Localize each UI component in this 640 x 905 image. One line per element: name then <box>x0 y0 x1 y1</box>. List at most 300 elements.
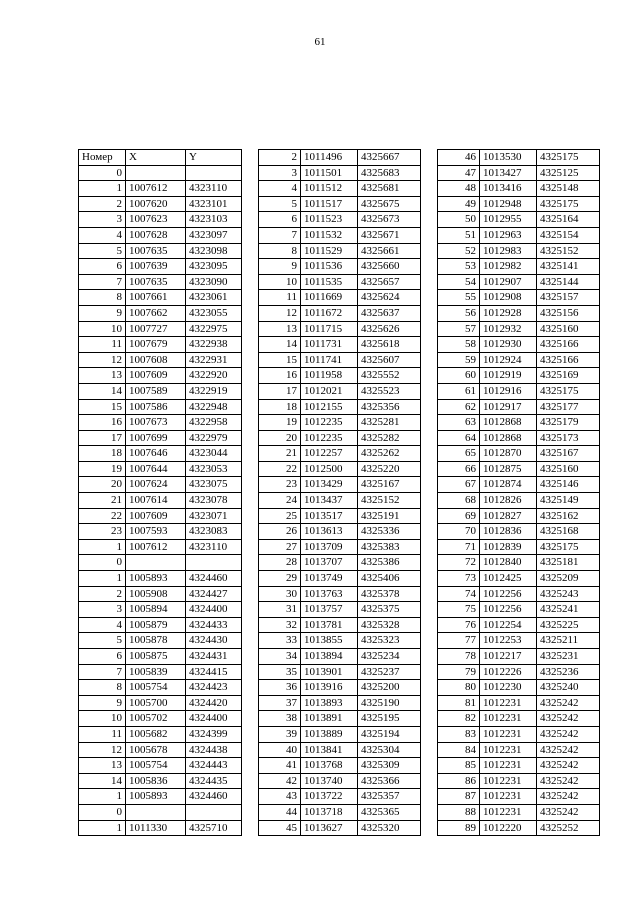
x-coordinate-cell: 1011958 <box>301 368 358 384</box>
y-coordinate-cell: 4323097 <box>186 227 242 243</box>
y-coordinate-cell: 4325366 <box>358 773 421 789</box>
x-coordinate-cell: 1013841 <box>301 742 358 758</box>
y-coordinate-cell: 4325167 <box>358 477 421 493</box>
table-row <box>259 773 421 789</box>
table-row <box>79 305 242 321</box>
point-number-cell: 1 <box>79 789 126 805</box>
x-coordinate-cell: 1013893 <box>301 695 358 711</box>
y-coordinate-cell: 4325242 <box>537 773 600 789</box>
point-number-cell: 65 <box>438 446 480 462</box>
point-number-cell: 47 <box>438 165 480 181</box>
table-row <box>259 789 421 805</box>
coordinates-table-middle <box>258 149 421 836</box>
table-row <box>259 305 421 321</box>
point-number-cell: 73 <box>438 571 480 587</box>
point-number-cell: 25 <box>259 508 301 524</box>
table-row <box>438 399 600 415</box>
y-coordinate-cell: 4325552 <box>358 368 421 384</box>
y-coordinate-cell: 4322938 <box>186 337 242 353</box>
y-coordinate-cell: 4325160 <box>537 461 600 477</box>
x-coordinate-cell: 1012231 <box>480 742 537 758</box>
point-number-cell: 30 <box>259 586 301 602</box>
y-coordinate-cell: 4325168 <box>537 524 600 540</box>
x-coordinate-cell: 1012839 <box>480 539 537 555</box>
x-coordinate-cell: 1005836 <box>126 773 186 789</box>
x-coordinate-cell: 1012963 <box>480 227 537 243</box>
x-coordinate-cell: 1012916 <box>480 383 537 399</box>
point-number-cell: 1 <box>79 820 126 836</box>
y-coordinate-cell: 4325262 <box>358 446 421 462</box>
point-number-cell: 20 <box>259 430 301 446</box>
table-row <box>438 352 600 368</box>
point-number-cell: 32 <box>259 617 301 633</box>
table-row <box>438 524 600 540</box>
point-number-cell: 36 <box>259 680 301 696</box>
y-coordinate-cell: 4325365 <box>358 804 421 820</box>
x-coordinate-cell: 1007624 <box>126 477 186 493</box>
x-coordinate-cell: 1012230 <box>480 680 537 696</box>
y-coordinate-cell: 4324430 <box>186 633 242 649</box>
point-number-cell: 59 <box>438 352 480 368</box>
table-row <box>438 711 600 727</box>
x-coordinate-cell: 1007699 <box>126 430 186 446</box>
y-coordinate-cell: 4325166 <box>537 352 600 368</box>
point-number-cell: 86 <box>438 773 480 789</box>
x-coordinate-cell: 1012235 <box>301 430 358 446</box>
point-number-cell: 22 <box>259 461 301 477</box>
y-coordinate-cell: 4325618 <box>358 337 421 353</box>
point-number-cell: 67 <box>438 477 480 493</box>
x-coordinate-cell: 1012220 <box>480 820 537 836</box>
x-coordinate-cell: 1012948 <box>480 196 537 212</box>
y-coordinate-cell: 4325200 <box>358 680 421 696</box>
table-row <box>259 461 421 477</box>
table-row <box>438 695 600 711</box>
x-coordinate-cell: 1012840 <box>480 555 537 571</box>
point-number-cell: 87 <box>438 789 480 805</box>
point-number-cell: 39 <box>259 726 301 742</box>
point-number-cell: 38 <box>259 711 301 727</box>
y-coordinate-cell: 4325626 <box>358 321 421 337</box>
point-number-cell: 60 <box>438 368 480 384</box>
table-row <box>438 383 600 399</box>
point-number-cell: 17 <box>79 430 126 446</box>
point-number-cell: 14 <box>79 773 126 789</box>
table-row <box>79 555 242 571</box>
x-coordinate-cell: 1005702 <box>126 711 186 727</box>
y-coordinate-cell: 4325637 <box>358 305 421 321</box>
table-row <box>79 227 242 243</box>
table-row <box>259 321 421 337</box>
point-number-cell: 63 <box>438 415 480 431</box>
y-coordinate-cell: 4324399 <box>186 726 242 742</box>
point-number-cell: 24 <box>259 493 301 509</box>
x-coordinate-cell: 1012231 <box>480 789 537 805</box>
point-number-cell: 48 <box>438 181 480 197</box>
table-row <box>79 259 242 275</box>
table-row <box>438 461 600 477</box>
x-coordinate-cell: 1013517 <box>301 508 358 524</box>
table-row <box>438 726 600 742</box>
table-row <box>79 617 242 633</box>
table-row <box>438 181 600 197</box>
table-row <box>438 415 600 431</box>
y-coordinate-cell: 4325375 <box>358 602 421 618</box>
point-number-cell: 13 <box>79 758 126 774</box>
y-coordinate-cell <box>186 555 242 571</box>
y-coordinate-cell: 4322920 <box>186 368 242 384</box>
y-coordinate-cell: 4325195 <box>358 711 421 727</box>
point-number-cell: 57 <box>438 321 480 337</box>
y-coordinate-cell: 4325220 <box>358 461 421 477</box>
y-coordinate-cell: 4325683 <box>358 165 421 181</box>
table-row <box>259 352 421 368</box>
x-coordinate-cell: 1012231 <box>480 711 537 727</box>
y-coordinate-cell: 4323090 <box>186 274 242 290</box>
table-row <box>259 555 421 571</box>
x-coordinate-cell: 1012868 <box>480 415 537 431</box>
table-row <box>79 804 242 820</box>
table-row <box>79 415 242 431</box>
point-number-cell: 3 <box>259 165 301 181</box>
point-number-cell: 3 <box>79 602 126 618</box>
point-number-cell: 52 <box>438 243 480 259</box>
point-number-cell: 37 <box>259 695 301 711</box>
table-row <box>259 758 421 774</box>
table-row <box>259 227 421 243</box>
point-number-cell: 3 <box>79 212 126 228</box>
y-coordinate-cell: 4325671 <box>358 227 421 243</box>
x-coordinate-cell: 1005878 <box>126 633 186 649</box>
table-row <box>259 477 421 493</box>
y-coordinate-cell: 4324431 <box>186 649 242 665</box>
x-coordinate-cell: 1012231 <box>480 695 537 711</box>
table-row <box>79 446 242 462</box>
y-coordinate-cell: 4325242 <box>537 711 600 727</box>
table-row <box>438 789 600 805</box>
x-coordinate-cell: 1005700 <box>126 695 186 711</box>
x-coordinate-cell: 1005893 <box>126 571 186 587</box>
x-coordinate-cell: 1012235 <box>301 415 358 431</box>
point-number-cell: 7 <box>259 227 301 243</box>
x-coordinate-cell: 1012226 <box>480 664 537 680</box>
point-number-cell: 68 <box>438 493 480 509</box>
point-number-cell: 10 <box>79 321 126 337</box>
table-row <box>79 726 242 742</box>
table-row <box>438 337 600 353</box>
table-row <box>79 383 242 399</box>
y-coordinate-cell: 4325386 <box>358 555 421 571</box>
x-coordinate-cell: 1007673 <box>126 415 186 431</box>
point-number-cell: 10 <box>259 274 301 290</box>
x-coordinate-cell: 1013894 <box>301 649 358 665</box>
point-number-cell: 42 <box>259 773 301 789</box>
y-coordinate-cell: 4325162 <box>537 508 600 524</box>
point-number-cell: 26 <box>259 524 301 540</box>
table-row <box>79 602 242 618</box>
table-row <box>438 649 600 665</box>
point-number-cell: 13 <box>79 368 126 384</box>
y-coordinate-cell: 4323103 <box>186 212 242 228</box>
x-coordinate-cell: 1005879 <box>126 617 186 633</box>
y-coordinate-cell: 4325660 <box>358 259 421 275</box>
point-number-cell: 4 <box>259 181 301 197</box>
table-row <box>438 493 600 509</box>
y-coordinate-cell: 4322958 <box>186 415 242 431</box>
point-number-cell: 75 <box>438 602 480 618</box>
x-coordinate-cell: 1012955 <box>480 212 537 228</box>
x-coordinate-cell: 1007612 <box>126 181 186 197</box>
y-coordinate-cell: 4325190 <box>358 695 421 711</box>
table-row <box>79 399 242 415</box>
table-row <box>438 742 600 758</box>
point-number-cell: 18 <box>259 399 301 415</box>
point-number-cell: 12 <box>79 742 126 758</box>
x-coordinate-cell: 1011715 <box>301 321 358 337</box>
point-number-cell: 9 <box>79 305 126 321</box>
point-number-cell: 19 <box>259 415 301 431</box>
y-coordinate-cell: 4325242 <box>537 695 600 711</box>
x-coordinate-cell <box>126 804 186 820</box>
point-number-cell: 77 <box>438 633 480 649</box>
table-row <box>259 508 421 524</box>
point-number-cell: 76 <box>438 617 480 633</box>
point-number-cell: 19 <box>79 461 126 477</box>
point-number-cell: 9 <box>79 695 126 711</box>
y-coordinate-cell: 4325667 <box>358 150 421 166</box>
point-number-cell: 6 <box>79 259 126 275</box>
table-row <box>259 524 421 540</box>
x-coordinate-cell: 1005894 <box>126 602 186 618</box>
point-number-cell: 0 <box>79 555 126 571</box>
table-row <box>438 446 600 462</box>
y-coordinate-cell: 4323044 <box>186 446 242 462</box>
table-row <box>79 633 242 649</box>
point-number-cell: 2 <box>259 150 301 166</box>
y-coordinate-cell: 4325194 <box>358 726 421 742</box>
point-number-cell: 8 <box>79 290 126 306</box>
page-number: 61 <box>314 36 326 48</box>
y-coordinate-cell: 4325191 <box>358 508 421 524</box>
y-coordinate-cell: 4323083 <box>186 524 242 540</box>
table-row <box>259 820 421 836</box>
y-coordinate-cell: 4325323 <box>358 633 421 649</box>
table-row <box>79 695 242 711</box>
header-num: Номер <box>79 150 126 166</box>
y-coordinate-cell: 4325328 <box>358 617 421 633</box>
table-row <box>438 571 600 587</box>
point-number-cell: 16 <box>259 368 301 384</box>
x-coordinate-cell: 1012500 <box>301 461 358 477</box>
x-coordinate-cell <box>126 555 186 571</box>
y-coordinate-cell: 4325211 <box>537 633 600 649</box>
table-row <box>438 586 600 602</box>
x-coordinate-cell: 1012231 <box>480 726 537 742</box>
table-row <box>438 680 600 696</box>
y-coordinate-cell: 4323098 <box>186 243 242 259</box>
table-row <box>79 337 242 353</box>
x-coordinate-cell: 1013749 <box>301 571 358 587</box>
y-coordinate-cell: 4325146 <box>537 477 600 493</box>
point-number-cell: 5 <box>79 633 126 649</box>
table-row <box>438 477 600 493</box>
table-row <box>259 212 421 228</box>
table-row <box>259 804 421 820</box>
x-coordinate-cell: 1007614 <box>126 493 186 509</box>
table-row <box>259 633 421 649</box>
point-number-cell: 80 <box>438 680 480 696</box>
table-row <box>259 571 421 587</box>
x-coordinate-cell: 1011512 <box>301 181 358 197</box>
y-coordinate-cell: 4323078 <box>186 493 242 509</box>
table-row <box>79 461 242 477</box>
y-coordinate-cell: 4324427 <box>186 586 242 602</box>
x-coordinate-cell: 1012257 <box>301 446 358 462</box>
table-row <box>79 243 242 259</box>
table-row <box>79 321 242 337</box>
x-coordinate-cell: 1012021 <box>301 383 358 399</box>
y-coordinate-cell: 4324433 <box>186 617 242 633</box>
point-number-cell: 71 <box>438 539 480 555</box>
table-row <box>259 430 421 446</box>
table-row <box>79 352 242 368</box>
point-number-cell: 28 <box>259 555 301 571</box>
point-number-cell: 11 <box>79 337 126 353</box>
table-row <box>79 212 242 228</box>
x-coordinate-cell: 1005678 <box>126 742 186 758</box>
y-coordinate-cell: 4322931 <box>186 352 242 368</box>
table-row <box>438 321 600 337</box>
x-coordinate-cell: 1013740 <box>301 773 358 789</box>
table-row <box>259 664 421 680</box>
y-coordinate-cell: 4324420 <box>186 695 242 711</box>
x-coordinate-cell: 1007646 <box>126 446 186 462</box>
y-coordinate-cell: 4323075 <box>186 477 242 493</box>
point-number-cell: 31 <box>259 602 301 618</box>
y-coordinate-cell: 4324400 <box>186 711 242 727</box>
y-coordinate-cell: 4325237 <box>358 664 421 680</box>
y-coordinate-cell: 4325179 <box>537 415 600 431</box>
table-row <box>79 571 242 587</box>
y-coordinate-cell: 4325154 <box>537 227 600 243</box>
y-coordinate-cell: 4325241 <box>537 602 600 618</box>
y-coordinate-cell: 4325242 <box>537 742 600 758</box>
y-coordinate-cell: 4325607 <box>358 352 421 368</box>
y-coordinate-cell: 4325282 <box>358 430 421 446</box>
x-coordinate-cell: 1013416 <box>480 181 537 197</box>
table-row <box>438 243 600 259</box>
table-row <box>79 368 242 384</box>
y-coordinate-cell: 4325320 <box>358 820 421 836</box>
y-coordinate-cell: 4324415 <box>186 664 242 680</box>
x-coordinate-cell: 1005875 <box>126 649 186 665</box>
point-number-cell: 33 <box>259 633 301 649</box>
x-coordinate-cell: 1013889 <box>301 726 358 742</box>
y-coordinate-cell: 4325236 <box>537 664 600 680</box>
table-row <box>259 399 421 415</box>
point-number-cell: 17 <box>259 383 301 399</box>
table-row <box>438 290 600 306</box>
x-coordinate-cell: 1012256 <box>480 586 537 602</box>
point-number-cell: 8 <box>259 243 301 259</box>
y-coordinate-cell: 4325175 <box>537 196 600 212</box>
x-coordinate-cell: 1005893 <box>126 789 186 805</box>
y-coordinate-cell: 4325252 <box>537 820 600 836</box>
point-number-cell: 11 <box>259 290 301 306</box>
point-number-cell: 1 <box>79 539 126 555</box>
x-coordinate-cell: 1007586 <box>126 399 186 415</box>
x-coordinate-cell: 1011501 <box>301 165 358 181</box>
x-coordinate-cell: 1011731 <box>301 337 358 353</box>
x-coordinate-cell: 1013901 <box>301 664 358 680</box>
table-row <box>259 259 421 275</box>
point-number-cell: 40 <box>259 742 301 758</box>
table-row <box>438 259 600 275</box>
x-coordinate-cell: 1012907 <box>480 274 537 290</box>
x-coordinate-cell: 1007639 <box>126 259 186 275</box>
table-row <box>259 290 421 306</box>
point-number-cell: 43 <box>259 789 301 805</box>
point-number-cell: 15 <box>79 399 126 415</box>
table-row <box>79 586 242 602</box>
x-coordinate-cell: 1007635 <box>126 274 186 290</box>
table-row <box>79 196 242 212</box>
y-coordinate-cell: 4322975 <box>186 321 242 337</box>
point-number-cell: 16 <box>79 415 126 431</box>
point-number-cell: 54 <box>438 274 480 290</box>
x-coordinate-cell: 1011672 <box>301 305 358 321</box>
x-coordinate-cell: 1012868 <box>480 430 537 446</box>
table-row <box>259 337 421 353</box>
table-row <box>79 493 242 509</box>
y-coordinate-cell: 4325149 <box>537 493 600 509</box>
x-coordinate-cell: 1013855 <box>301 633 358 649</box>
y-coordinate-cell: 4324443 <box>186 758 242 774</box>
point-number-cell: 10 <box>79 711 126 727</box>
point-number-cell: 6 <box>79 649 126 665</box>
table-row <box>259 446 421 462</box>
table-row <box>79 539 242 555</box>
y-coordinate-cell: 4323095 <box>186 259 242 275</box>
point-number-cell: 79 <box>438 664 480 680</box>
x-coordinate-cell: 1007635 <box>126 243 186 259</box>
x-coordinate-cell: 1005754 <box>126 758 186 774</box>
y-coordinate-cell: 4325710 <box>186 820 242 836</box>
x-coordinate-cell: 1011536 <box>301 259 358 275</box>
point-number-cell: 70 <box>438 524 480 540</box>
point-number-cell: 50 <box>438 212 480 228</box>
point-number-cell: 46 <box>438 150 480 166</box>
y-coordinate-cell: 4323055 <box>186 305 242 321</box>
y-coordinate-cell: 4322919 <box>186 383 242 399</box>
point-number-cell: 1 <box>79 181 126 197</box>
point-number-cell: 4 <box>79 617 126 633</box>
y-coordinate-cell: 4325661 <box>358 243 421 259</box>
table-row <box>79 789 242 805</box>
y-coordinate-cell: 4325309 <box>358 758 421 774</box>
point-number-cell: 14 <box>79 383 126 399</box>
point-number-cell: 13 <box>259 321 301 337</box>
y-coordinate-cell <box>186 165 242 181</box>
y-coordinate-cell: 4325209 <box>537 571 600 587</box>
point-number-cell: 45 <box>259 820 301 836</box>
x-coordinate-cell: 1011532 <box>301 227 358 243</box>
y-coordinate-cell: 4325152 <box>537 243 600 259</box>
x-coordinate-cell: 1007612 <box>126 539 186 555</box>
y-coordinate-cell: 4325234 <box>358 649 421 665</box>
point-number-cell: 11 <box>79 726 126 742</box>
table-row <box>79 430 242 446</box>
